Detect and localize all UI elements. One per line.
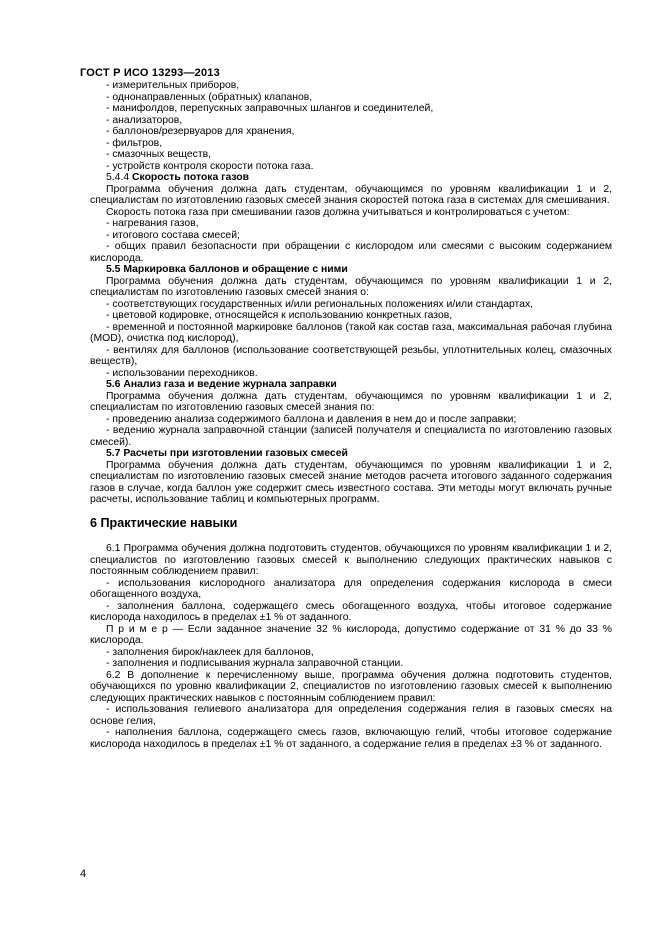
paragraph: Скорость потока газа при смешивании газов должна учитываться и контролироваться с учетом: (106, 206, 570, 218)
paragraph: Программа обучения должна дать студентам, обучающимся по уровням квалификации 1 и 2, специалистам по изготовлению газовых смесей знания о: (90, 275, 612, 298)
paragraph: 6.1 Программа обучения должна подготовить студентов, обучающихся по уровням квалификации 1 и 2, специалистов по изготовлению газовых смесей к выполнению следующих практических навыков с постоянным соблюдением правил: (90, 543, 612, 577)
list-item: - проведению анализа содержимого баллона и давления в нем до и после заправки; (106, 413, 517, 425)
list-item: - измерительных приборов, (106, 80, 240, 91)
section-title: Скорость потока газов (132, 172, 250, 183)
list-item: - временной и постоянной маркировке баллонов (такой как состав газа, максимальная рабочая глубина (MOD), очистка под кислород), (90, 321, 612, 344)
document-header: ГОСТ Р ИСО 13293—2013 (80, 67, 220, 79)
list-item: - однонаправленных (обратных) клапанов, (106, 91, 313, 103)
list-item: - фильтров, (106, 137, 163, 149)
paragraph: Программа обучения должна дать студентам, обучающимся по уровням квалификации 1 и 2, специалистам по изготовлению газовых смесей знания по: (90, 390, 612, 413)
list-item: - смазочных веществ, (106, 149, 212, 160)
list-item: - манифолдов, перепускных заправочных шлангов и соединителей, (106, 103, 434, 114)
list-item: - заполнения баллона, содержащего смесь обогащенного воздуха, чтобы итоговое содержание кислорода находилось в пределах ±1 % от заданного. (90, 600, 612, 623)
list-item: - цветовой кодировке, относящейся к использованию конкретных газов, (106, 310, 453, 321)
section-heading-5-6: 5.6 Анализ газа и ведение журнала заправки (106, 379, 337, 390)
list-item: - ведению журнала заправочной станции (записей получателя и специалиста по изготовлению газовых смесей). (90, 425, 612, 448)
list-item: - использования гелиевого анализатора для определения содержания гелия в газовых смесях на основе гелия, (90, 704, 612, 727)
section-heading-5-7: 5.7 Расчеты при изготовлении газовых смесей (106, 448, 348, 459)
list-item: - наполнения баллона, содержащего смесь газов, включающую гелий, чтобы итоговое содержание кислорода находилось в пределах ±1 % от заданного, а содержание гелия в пределах ±3 % от заданного. (90, 727, 612, 750)
list-item: - использовании переходников. (106, 367, 258, 379)
list-item: - соответствующих государственных и/или региональных положениях и/или стандартах, (106, 298, 534, 310)
section-heading-5-4-4 (90, 172, 612, 184)
section-number: 5.4.4 (106, 172, 130, 183)
document-body (90, 80, 612, 750)
list-item: - вентилях для баллонов (использование соответствующей резьбы, уплотнительных колец, смазочных веществ), (90, 344, 612, 367)
section-heading-5-5: 5.5 Маркировка баллонов и обращение с ними (106, 264, 348, 275)
list-item: - заполнения и подписывания журнала заправочной станции. (106, 658, 404, 669)
list-item: - анализаторов, (106, 114, 183, 126)
list-item: - итогового состава смесей; (106, 229, 240, 241)
list-item: - заполнения бирок/наклеек для баллонов, (106, 646, 314, 658)
list-item: - общих правил безопасности при обращении с кислородом или смесями с высоким содержанием кислорода. (90, 241, 612, 264)
section-heading-6: 6 Практические навыки (90, 515, 238, 530)
list-item: - баллонов/резервуаров для хранения, (106, 126, 295, 137)
list-item: - устройств контроля скорости потока газа. (106, 160, 314, 172)
paragraph: Программа обучения должна дать студентам, обучающимся по уровням квалификации 1 и 2, специалистам по изготовлению газовых смесей знания скоростей потока газа в системах для смешивания. (90, 183, 612, 206)
paragraph: 6.2 В дополнение к перечисленному выше, программа обучения должна подготовить студентов, обучающихся по уровню квалификации 2, специалистов по изготовлению газовых смесей к выполнению следующих практических навыков с постоянным соблюдением правил: (90, 669, 612, 704)
list-item: - использования кислородного анализатора для определения содержания кислорода в смеси обогащенного воздуха, (90, 577, 612, 600)
paragraph: Программа обучения должна дать студентам, обучающимся по уровням квалификации 1 и 2, специалистам по изготовлению газовых смесей знание методов расчета итогового заданного содержания газов в случае, когда баллон уже содержит смесь известного состава. Эти методы могут включать ручные расчеты, использование таблиц и компьютерных программ. (90, 459, 612, 505)
list-item: - нагревания газов, (106, 218, 199, 229)
example-note: П р и м е р — Если заданное значение 32 % кислорода, допустимо содержание от 31 % до 33 % кислорода. (90, 623, 612, 646)
page-number: 4 (80, 868, 87, 880)
